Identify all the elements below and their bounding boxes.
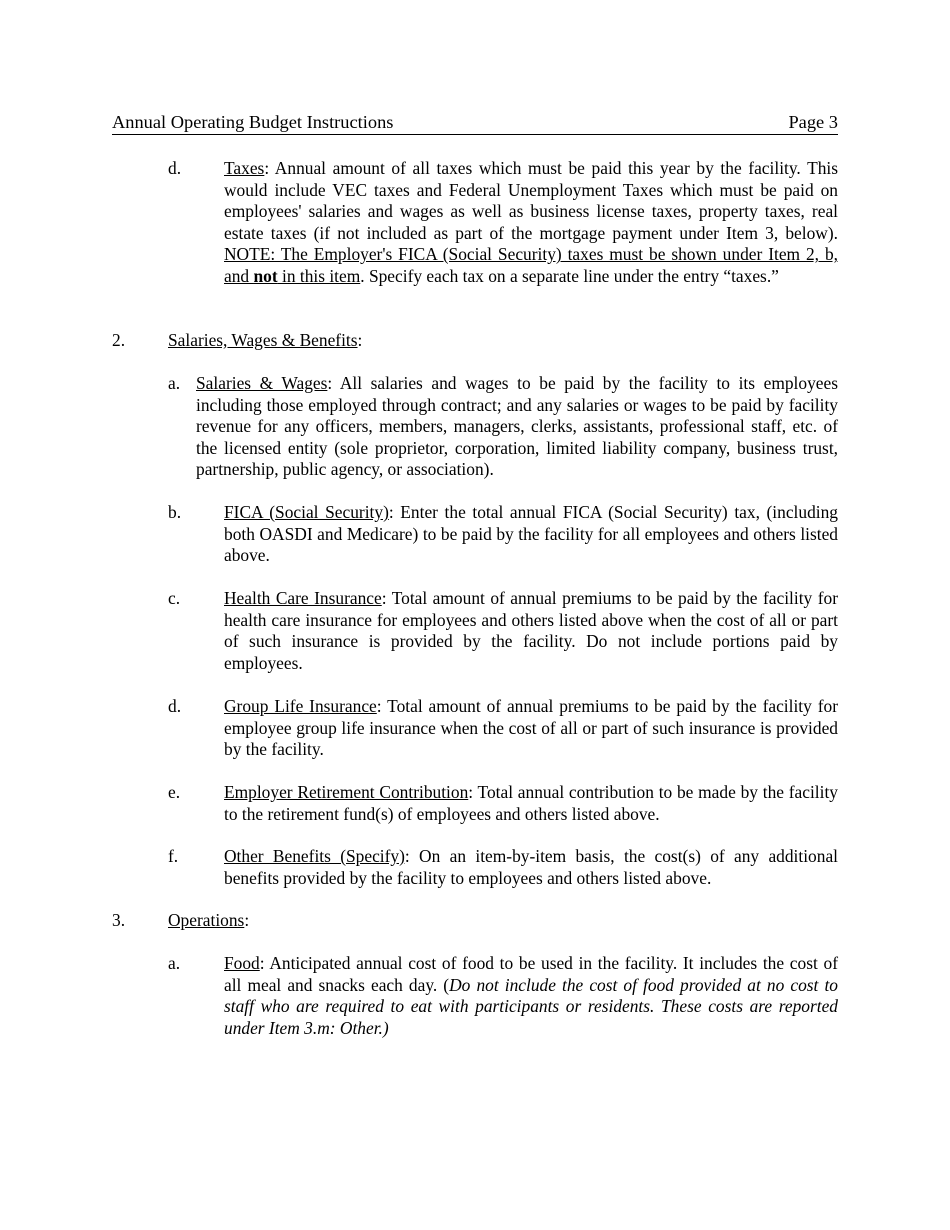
item-food <box>224 953 838 1039</box>
item-fica <box>224 502 838 567</box>
item-group-life-insurance <box>224 696 838 761</box>
item-marker: a. <box>168 373 181 393</box>
item-text-end: . Specify each tax on a separate line under the entry “taxes.” <box>360 265 779 286</box>
item-text: : Total amount of annual premiums to be paid by the facility for health care insurance for employees and others listed above when the cost of all or part of such insurance is provided by the facility. Do not include portions paid by employees. <box>224 588 839 673</box>
item-text: : All salaries and wages to be paid by the facility to its employees including those employed through contract; and any salaries or wages to be paid by facility revenue for any officers, members, managers, clerks, assistants, professional staff, etc. of the licensed entity (sole proprietor, corporation, limited liability company, business trust, partnership, public agency, or association). <box>196 373 838 480</box>
item-marker: c. <box>168 588 181 608</box>
item-marker: e. <box>168 782 181 802</box>
note-emphasis: not <box>253 265 278 286</box>
item-marker: b. <box>168 502 182 522</box>
note-text: NOTE: The Employer's FICA (Social Security) taxes must be shown under Item 2, b, and <box>224 244 838 286</box>
item-label: Group Life Insurance <box>224 696 377 716</box>
item-label: FICA (Social Security) <box>224 502 389 522</box>
page-number: Page 3 <box>788 112 838 132</box>
item-marker: d. <box>168 696 182 716</box>
item-text: : Anticipated annual cost of food to be used in the facility. It includes the cost of all meal and snacks each day. ( <box>224 953 838 995</box>
note-text-end: in this item <box>277 265 361 286</box>
item-other-benefits <box>224 846 838 889</box>
item-salaries-wages <box>196 373 838 481</box>
page-header <box>112 112 838 135</box>
section-heading: Operations: <box>168 910 250 930</box>
item-health-care-insurance <box>224 588 838 674</box>
item-label: Food <box>224 953 260 973</box>
item-text: : Total amount of annual premiums to be paid by the facility for employee group life insurance when the cost of all or part of such insurance is provided by the facility. <box>224 696 838 760</box>
item-taxes <box>224 158 838 288</box>
section-number: 3. <box>112 910 126 930</box>
item-marker: d. <box>168 158 182 178</box>
item-retirement-contribution <box>224 782 838 825</box>
section-number: 2. <box>112 330 126 350</box>
item-label: Taxes <box>224 158 265 178</box>
item-italic-note: Do not include the cost of food provided at no cost to staff who are required to eat with participants or residents. These costs are reported under Item 3.m: Other.) <box>224 974 838 1038</box>
item-text: : On an item-by-item basis, the cost(s) of any additional benefits provided by the facility to employees and others listed above. <box>224 846 838 888</box>
item-text: : Annual amount of all taxes which must be paid this year by the facility. This would include VEC taxes and Federal Unemployment Taxes which must be paid on employees' salaries and wages as well as business license taxes, property taxes, real estate taxes (if not included as part of the mortgage payment under Item 3, below). <box>224 158 838 243</box>
item-text: : Enter the total annual FICA (Social Security) tax, (including both OASDI and Medicare) to be paid by the facility for all employees and others listed above. <box>224 502 838 566</box>
item-marker: f. <box>168 846 179 866</box>
section-heading: Salaries, Wages & Benefits: <box>168 330 363 350</box>
item-text: : Total annual contribution to be made by the facility to the retirement fund(s) of employees and others listed above. <box>224 782 838 824</box>
item-label: Employer Retirement Contribution <box>224 782 469 802</box>
document-title: Annual Operating Budget Instructions <box>112 112 394 132</box>
item-label: Salaries & Wages <box>196 373 328 393</box>
item-marker: a. <box>168 953 181 973</box>
item-label: Health Care Insurance <box>224 588 382 608</box>
item-label: Other Benefits (Specify) <box>224 846 405 866</box>
